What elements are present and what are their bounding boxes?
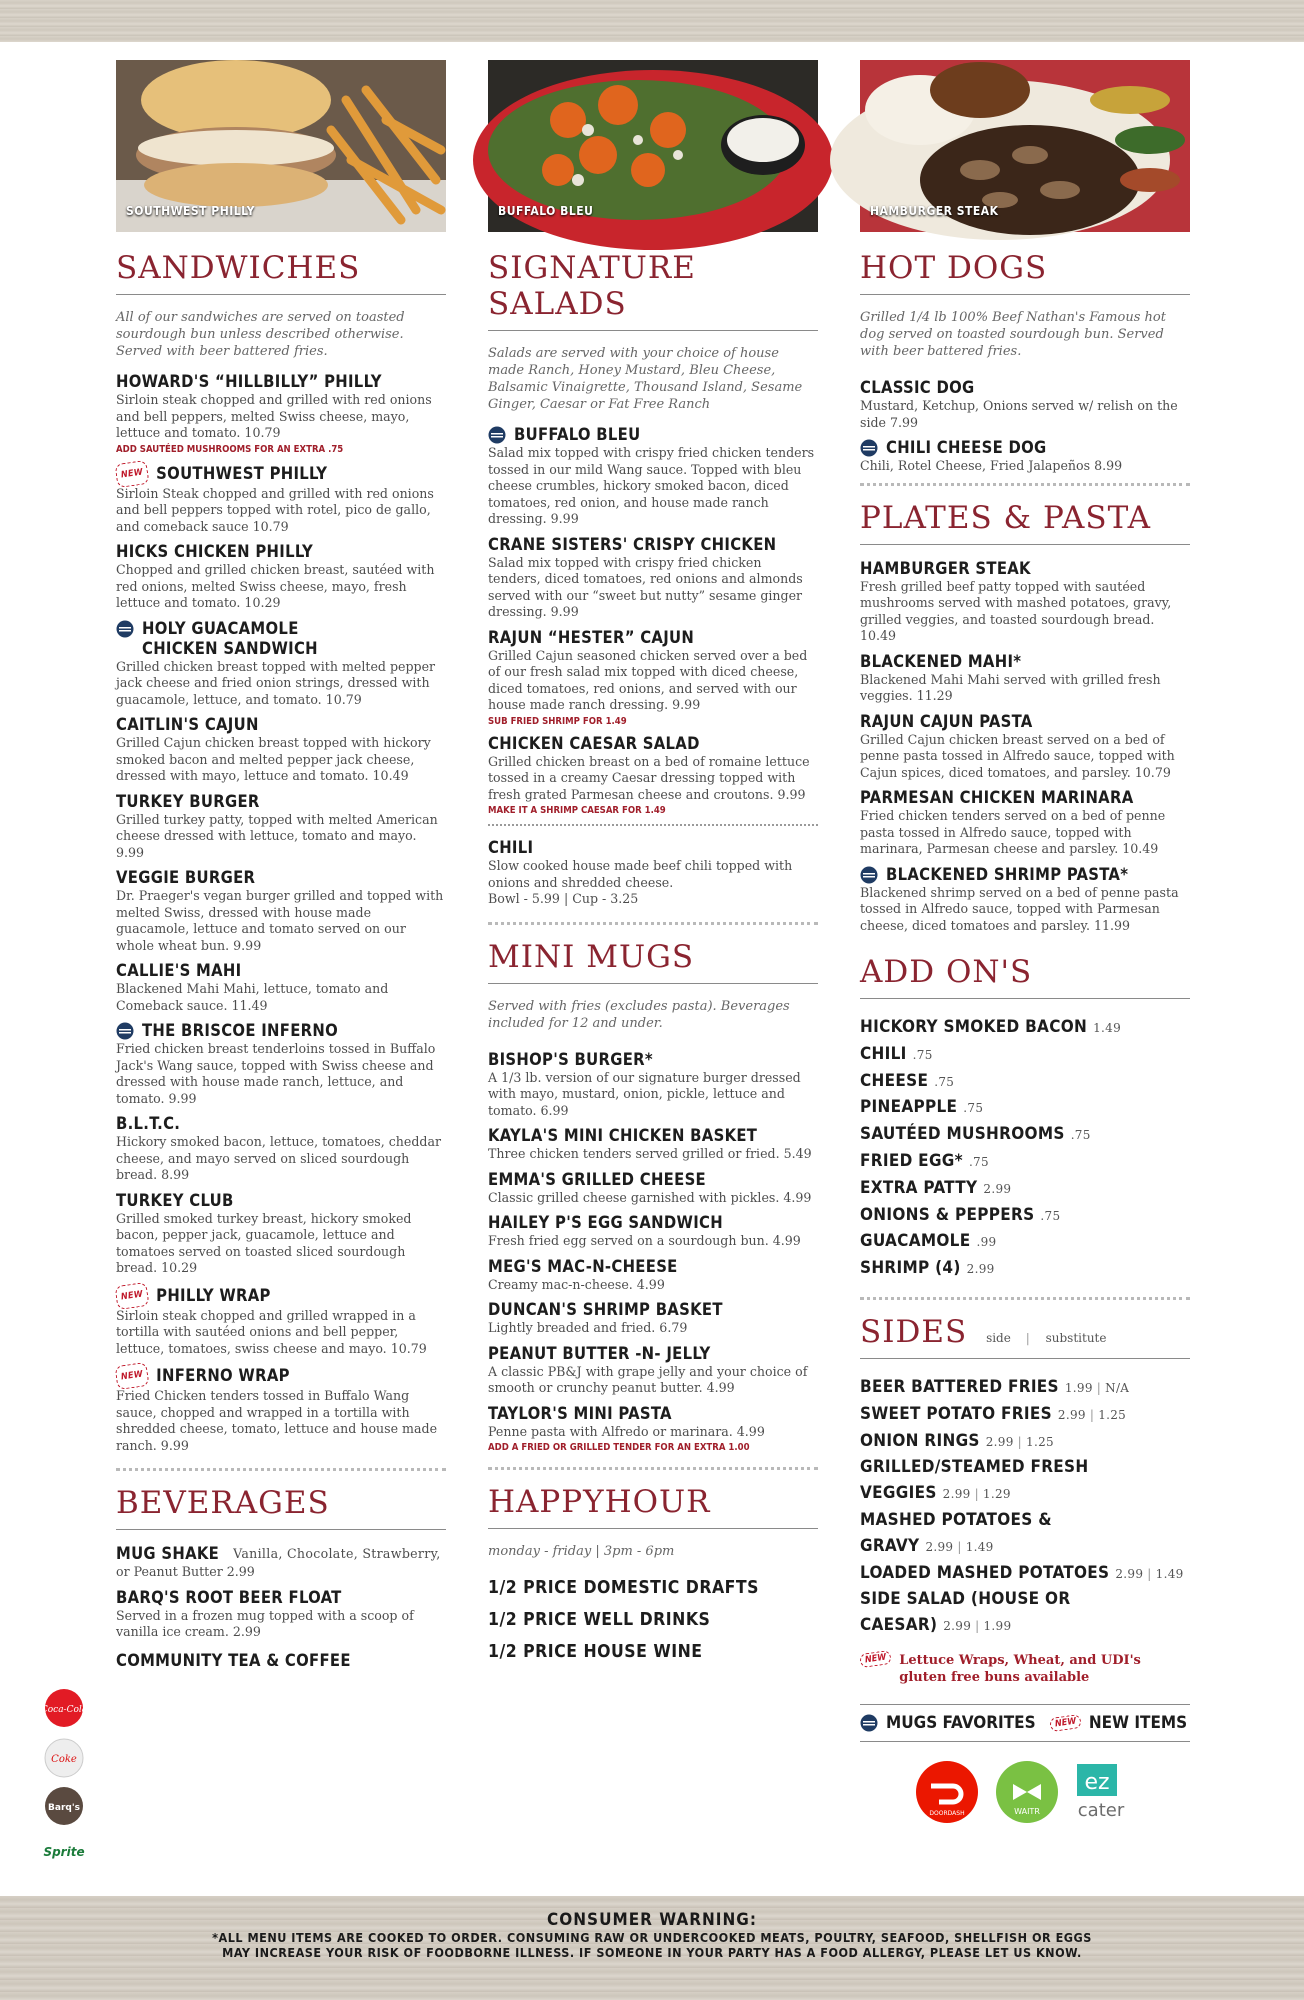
item-name: CAITLIN'S CAJUN: [116, 715, 259, 734]
hot-dogs-intro: Grilled 1/4 lb 100% Beef Nathan's Famous hot dog served on toasted sourdough bun. Served with beer battered fries.: [860, 310, 1166, 359]
item-description: Sirloin Steak chopped and grilled with red onions and bell peppers topped with rotel, pico de gallo, and comeback sauce 10.79: [116, 485, 434, 534]
item-name: INFERNO WRAP: [156, 1366, 290, 1385]
item-description: Salad mix topped with crispy fried chicken tenders tossed in our mild Wang sauce. Topped with bleu cheese crumbles, hickory smoked bacon, diced tomatoes, red onion, and house made ranch dressing. 9.99: [488, 445, 815, 526]
add-on-item: [860, 1229, 1190, 1256]
side-price: 2.99: [1057, 1407, 1086, 1422]
side-name: MASHED POTATOES & GRAVY: [860, 1509, 1052, 1556]
item-description: Three chicken tenders served grilled or fried. 5.49: [488, 1146, 812, 1161]
substitute-price: N/A: [1105, 1380, 1130, 1395]
divider: [860, 1297, 1190, 1300]
sides-list: [860, 1375, 1190, 1640]
menu-item: [116, 372, 446, 455]
menu-item: [116, 462, 446, 536]
item-name: RAJUN “HESTER” CAJUN: [488, 627, 695, 647]
menu-item: [116, 1021, 446, 1107]
item-description: Chili, Rotel Cheese, Fried Jalapeños 8.99: [860, 458, 1123, 473]
item-name: BUFFALO BLEU: [514, 425, 641, 444]
happy-hour-line: 1/2 PRICE HOUSE WINE: [488, 1642, 703, 1662]
add-on-name: SAUTÉED MUSHROOMS: [860, 1124, 1065, 1145]
item-name: CHILI CHEESE DOG: [886, 438, 1047, 457]
mug-favorite-icon: [860, 866, 878, 884]
mug-favorite-icon: [116, 620, 134, 638]
section-title-hot-dogs: HOT DOGS: [860, 250, 1190, 295]
side-item: [860, 1508, 1190, 1561]
side-price: 2.99: [943, 1619, 972, 1634]
column-left: [116, 60, 446, 1678]
menu-item: [488, 1257, 818, 1294]
menu-item: [860, 438, 1190, 475]
new-badge: NEW: [114, 1281, 149, 1309]
item-description: Lightly breaded and fried. 6.79: [488, 1320, 688, 1335]
item-name: SOUTHWEST PHILLY: [156, 463, 328, 483]
delivery-logos: [915, 1760, 1190, 1824]
waitr-logo: [995, 1760, 1059, 1824]
item-name: BARQ'S ROOT BEER FLOAT: [116, 1587, 342, 1607]
item-description: Slow cooked house made beef chili topped with onions and shredded cheese.: [488, 858, 793, 890]
price-separator: |: [1096, 1380, 1102, 1395]
substitute-price: 1.25: [1098, 1407, 1127, 1422]
item-name: HOWARD'S “HILLBILLY” PHILLY: [116, 372, 382, 391]
item-description: Grilled chicken breast topped with melted pepper jack cheese and fried onion strings, dressed with guacamole, lettuce, and tomato. 10.79: [116, 658, 436, 707]
hot-dog-list: [860, 378, 1190, 475]
menu-item: [116, 868, 446, 954]
sandwiches-intro: All of our sandwiches are served on toasted sourdough bun unless described otherwise. Served with beer battered fries.: [116, 310, 405, 359]
item-name: TURKEY BURGER: [116, 791, 260, 811]
item-name: HAMBURGER STEAK: [860, 558, 1031, 578]
warning-line: *ALL MENU ITEMS ARE COOKED TO ORDER. CONSUMING RAW OR UNDERCOOKED MEATS, POULTRY, SEAFOOD, SHELLFISH OR EGGS: [212, 1930, 1092, 1945]
sides-note: [860, 1652, 1190, 1686]
plates-list: [860, 559, 1190, 935]
sandwich-list: [116, 372, 446, 1454]
item-note: ADD A FRIED OR GRILLED TENDER FOR AN EXTRA 1.00: [488, 1442, 750, 1453]
section-title-sandwiches: SANDWICHES: [116, 250, 446, 295]
item-name: B.L.T.C.: [116, 1114, 181, 1133]
add-on-item: [860, 1203, 1190, 1230]
doordash-logo: [915, 1760, 979, 1824]
mug-favorite-icon: [860, 1714, 878, 1732]
item-description: Chopped and grilled chicken breast, sautéed with red onions, melted Swiss cheese, mayo, fresh lettuce and tomato. 10.29: [116, 562, 435, 610]
menu-item: [116, 1651, 446, 1671]
item-name: CLASSIC DOG: [860, 378, 975, 397]
side-item: [860, 1375, 1190, 1402]
add-on-item: [860, 1015, 1190, 1042]
item-description: Grilled Cajun seasoned chicken served over a bed of our fresh salad mix topped with diced cheese, diced tomatoes, red onions, and served with our house made ranch dressing. 9.99: [488, 647, 808, 712]
add-on-item: [860, 1095, 1190, 1122]
menu-item: [116, 1284, 446, 1358]
menu-item: [860, 865, 1190, 935]
menu-item: [860, 712, 1190, 782]
substitute-price: 1.99: [983, 1619, 1012, 1634]
add-on-item: [860, 1176, 1190, 1203]
item-description: Creamy mac-n-cheese. 4.99: [488, 1276, 665, 1292]
menu-item: [488, 628, 818, 727]
add-on-price: .75: [1070, 1128, 1091, 1143]
menu-item: [116, 1114, 446, 1184]
item-name: BISHOP'S BURGER*: [488, 1049, 653, 1069]
section-title-plates: PLATES & PASTA: [860, 500, 1190, 545]
substitute-price: 1.29: [982, 1487, 1011, 1502]
svg-text:cater: cater: [1077, 1799, 1125, 1821]
item-price: Bowl - 5.99 | Cup - 3.25: [488, 891, 639, 906]
menu-item: [860, 652, 1190, 705]
item-name: VEGGIE BURGER: [116, 868, 256, 887]
item-description: or Peanut Butter 2.99: [116, 1564, 255, 1579]
substitute-price: 1.49: [965, 1539, 994, 1554]
menu-item: [488, 1404, 818, 1454]
menu-item: [116, 1544, 446, 1581]
add-on-item: [860, 1069, 1190, 1096]
add-on-list: [860, 1015, 1190, 1283]
price-separator: |: [974, 1487, 979, 1502]
add-on-price: .99: [976, 1235, 997, 1250]
item-name: HAILEY P'S EGG SANDWICH: [488, 1213, 723, 1232]
side-price: 2.99: [985, 1434, 1014, 1449]
menu-item: [860, 559, 1190, 645]
menu-item: [488, 1300, 818, 1337]
add-on-price: 1.49: [1093, 1021, 1122, 1035]
item-name: HOLY GUACAMOLE: [142, 618, 299, 638]
sides-col-sep: |: [1025, 1330, 1031, 1345]
ezcater-logo: [1073, 1760, 1131, 1824]
svg-text:DOORDASH: DOORDASH: [929, 1809, 965, 1817]
add-on-price: .75: [963, 1101, 984, 1116]
side-name: LOADED MASHED POTATOES: [860, 1562, 1110, 1583]
menu-item: [488, 1050, 818, 1120]
item-description: Grilled Cajun chicken breast topped with hickory smoked bacon and melted pepper jack cheese, dressed with mayo, lettuce and tomato. 10.49: [116, 735, 431, 783]
menu-item: [488, 838, 818, 908]
photo-buffalo-bleu: [488, 60, 818, 232]
side-name: SIDE SALAD (HOUSE OR CAESAR): [860, 1589, 1071, 1636]
item-description: Sirloin steak chopped and grilled with red onions and bell peppers, melted Swiss cheese, mayo, lettuce and tomato. 10.79: [116, 392, 432, 440]
side-price: 2.99: [925, 1539, 954, 1554]
menu-item: [488, 1170, 818, 1207]
divider: [488, 922, 818, 925]
item-name-line2: CHICKEN SANDWICH: [142, 638, 318, 658]
item-inline-desc: Vanilla, Chocolate, Strawberry,: [233, 1546, 441, 1561]
legend-mugs-label: MUGS FAVORITES: [886, 1712, 1036, 1733]
menu-item: [116, 542, 446, 612]
item-name: TURKEY CLUB: [116, 1190, 234, 1210]
section-title-add-ons: ADD ON'S: [860, 954, 1190, 999]
item-name: DUNCAN'S SHRIMP BASKET: [488, 1300, 723, 1319]
svg-text:Coca-Cola: Coca-Cola: [40, 1705, 88, 1715]
item-name: CRANE SISTERS' CRISPY CHICKEN: [488, 534, 777, 554]
divider: [488, 1467, 818, 1470]
side-item: [860, 1455, 1190, 1508]
menu-item: [116, 715, 446, 785]
column-right: [860, 60, 1190, 1824]
item-description: Fresh grilled beef patty topped with sautéed mushrooms served with mashed potatoes, gravy, grilled veggies, and toasted sourdough bread. 10.49: [860, 578, 1172, 643]
add-on-price: .75: [1040, 1208, 1061, 1223]
sides-title: SIDES: [860, 1313, 968, 1350]
add-on-price: .75: [934, 1074, 955, 1089]
column-middle: [488, 60, 818, 1668]
side-item: [860, 1429, 1190, 1456]
happy-hour-line: 1/2 PRICE WELL DRINKS: [488, 1610, 711, 1630]
menu-item: [488, 1344, 818, 1397]
coca-cola-logo: [40, 1688, 88, 1728]
salads-intro: Salads are served with your choice of house made Ranch, Honey Mustard, Bleu Cheese, Balsamic Vinaigrette, Thousand Island, Sesame Ginger, Caesar or Fat Free Ranch: [488, 346, 803, 412]
add-on-price: .75: [968, 1154, 989, 1169]
add-on-price: 2.99: [983, 1181, 1012, 1196]
price-separator: |: [957, 1539, 962, 1554]
item-description: Blackened shrimp served on a bed of penne pasta tossed in Alfredo sauce, topped with Parmesan cheese, diced tomatoes and parsley. 11.99: [860, 884, 1179, 933]
item-description: A 1/3 lb. version of our signature burger dressed with mayo, mustard, onion, pickle, lettuce and tomato. 6.99: [488, 1069, 801, 1118]
side-price: 1.99: [1064, 1380, 1093, 1395]
menu-item: [116, 961, 446, 1014]
mug-favorite-icon: [860, 439, 878, 457]
add-on-name: GUACAMOLE: [860, 1231, 971, 1252]
menu-item: [860, 378, 1190, 431]
coke-logo: [44, 1738, 84, 1778]
new-badge: NEW: [114, 1362, 149, 1390]
item-name: TAYLOR'S MINI PASTA: [488, 1403, 672, 1423]
menu-item: [488, 1126, 818, 1163]
item-description: Grilled smoked turkey breast, hickory smoked bacon, pepper jack, guacamole, lettuce and tomatoes served on toasted sliced sourdough bread. 10.29: [116, 1210, 412, 1275]
side-item: [860, 1587, 1190, 1640]
add-on-name: SHRIMP (4): [860, 1258, 961, 1279]
add-on-price: 2.99: [966, 1262, 995, 1277]
sides-note-text: Lettuce Wraps, Wheat, and UDI's gluten free buns available: [899, 1652, 1141, 1685]
item-description: Dr. Praeger's vegan burger grilled and topped with melted Swiss, dressed with house made guacamole, lettuce and tomato served on our whole wheat bun. 9.99: [116, 888, 444, 953]
item-name: BLACKENED MAHI*: [860, 651, 1022, 671]
sprite-logo: [44, 1830, 84, 1870]
item-name: EMMA'S GRILLED CHEESE: [488, 1169, 707, 1189]
price-separator: |: [975, 1619, 980, 1634]
item-description: A classic PB&J with grape jelly and your choice of smooth or crunchy peanut butter. 4.99: [488, 1363, 808, 1395]
svg-text:Barq's: Barq's: [48, 1803, 80, 1813]
happy-hour-line: 1/2 PRICE DOMESTIC DRAFTS: [488, 1578, 760, 1598]
item-name: BLACKENED SHRIMP PASTA*: [886, 864, 1129, 884]
legend: [860, 1704, 1190, 1742]
divider: [860, 483, 1190, 486]
mug-favorite-icon: [116, 1022, 134, 1040]
item-name: PHILLY WRAP: [156, 1285, 271, 1305]
add-on-name: FRIED EGG*: [860, 1150, 963, 1171]
add-on-item: [860, 1122, 1190, 1149]
menu-item: [488, 535, 818, 621]
item-name: MEG'S MAC-N-CHEESE: [488, 1256, 678, 1276]
item-name: CALLIE'S MAHI: [116, 961, 242, 980]
menu-item: [116, 1364, 446, 1454]
happy-hour-schedule: monday - friday | 3pm - 6pm: [488, 1544, 675, 1559]
side-price: 2.99: [942, 1487, 971, 1502]
legend-new-label: NEW ITEMS: [1088, 1712, 1188, 1733]
menu-item: [116, 619, 446, 709]
new-badge: NEW: [114, 459, 149, 487]
side-item: [860, 1561, 1190, 1588]
item-description: Blackened Mahi Mahi, lettuce, tomato and Comeback sauce. 11.49: [116, 981, 389, 1013]
photo-southwest-philly: [116, 60, 446, 232]
item-note: MAKE IT A SHRIMP CAESAR FOR 1.49: [488, 805, 666, 816]
price-separator: |: [1147, 1566, 1152, 1581]
item-description: Fresh fried egg served on a sourdough bun. 4.99: [488, 1233, 801, 1248]
sides-col-substitute: substitute: [1045, 1330, 1107, 1345]
item-description: Blackened Mahi Mahi served with grilled fresh veggies. 11.29: [860, 671, 1161, 703]
item-name: COMMUNITY TEA & COFFEE: [116, 1650, 351, 1670]
side-item: [860, 1402, 1190, 1429]
item-name: THE BRISCOE INFERNO: [142, 1021, 339, 1040]
consumer-warning: [0, 1910, 1304, 1960]
item-description: Fried chicken breast tenderloins tossed in Buffalo Jack's Wang sauce, topped with Swiss cheese and dressed with house made ranch, lettuce, and tomato. 9.99: [116, 1041, 436, 1106]
svg-text:WAITR: WAITR: [1014, 1806, 1040, 1816]
photo-hamburger-steak: [860, 60, 1190, 232]
item-name: HICKS CHICKEN PHILLY: [116, 542, 314, 561]
substitute-price: 1.25: [1026, 1434, 1054, 1449]
menu-item: [116, 1191, 446, 1277]
item-name: KAYLA'S MINI CHICKEN BASKET: [488, 1126, 758, 1145]
sides-col-side: side: [986, 1330, 1011, 1345]
item-name: PARMESAN CHICKEN MARINARA: [860, 788, 1134, 807]
side-price: 2.99: [1115, 1566, 1144, 1581]
mug-favorite-icon: [488, 426, 506, 444]
happy-hour-list: [488, 1572, 818, 1668]
item-description: Penne pasta with Alfredo or marinara. 4.99: [488, 1423, 765, 1439]
item-description: Hickory smoked bacon, lettuce, tomatoes, cheddar cheese, and mayo served on sliced sourdough bread. 8.99: [116, 1134, 442, 1182]
item-description: Classic grilled cheese garnished with pickles. 4.99: [488, 1189, 812, 1205]
item-description: Salad mix topped with crispy fried chicken tenders, diced tomatoes, red onions and almonds served with our “sweet but nutty” sesame ginger dressing. 9.99: [488, 554, 803, 619]
mini-mugs-intro: Served with fries (excludes pasta). Beverages included for 12 and under.: [488, 998, 790, 1031]
side-name: GRILLED/STEAMED FRESH VEGGIES: [860, 1457, 1089, 1504]
mini-mug-list: [488, 1050, 818, 1454]
add-on-name: PINEAPPLE: [860, 1097, 958, 1118]
item-note: ADD SAUTÉED MUSHROOMS FOR AN EXTRA .75: [116, 443, 344, 455]
side-name: SWEET POTATO FRIES: [860, 1403, 1052, 1424]
item-note: SUB FRIED SHRIMP FOR 1.49: [488, 715, 627, 727]
section-title-sides: [860, 1314, 1190, 1359]
wood-header-strip: [0, 0, 1304, 42]
price-separator: |: [1017, 1434, 1023, 1449]
add-on-name: EXTRA PATTY: [860, 1177, 978, 1198]
add-on-name: HICKORY SMOKED BACON: [860, 1017, 1088, 1037]
photo-caption: BUFFALO BLEU: [498, 204, 594, 218]
svg-text:Sprite: Sprite: [43, 1845, 85, 1859]
item-description: Sirloin steak chopped and grilled wrapped in a tortilla with sautéed onions and bell pepper, lettuce, tomatoes, swiss cheese and mayo. 10.79: [116, 1307, 427, 1356]
svg-text:Coke: Coke: [51, 1754, 77, 1765]
menu-item: [860, 788, 1190, 858]
item-name: CHILI: [488, 838, 534, 857]
add-on-price: .75: [912, 1047, 933, 1062]
section-title-happy-hour: HAPPYHOUR: [488, 1484, 818, 1529]
add-on-name: CHILI: [860, 1043, 907, 1064]
photo-caption: HAMBURGER STEAK: [870, 204, 999, 218]
new-badge: NEW: [1049, 1714, 1082, 1732]
photo-caption: SOUTHWEST PHILLY: [126, 204, 255, 218]
menu-item: [488, 425, 818, 528]
substitute-price: 1.49: [1155, 1566, 1184, 1581]
new-badge: NEW: [859, 1650, 892, 1668]
add-on-item: [860, 1149, 1190, 1176]
item-name: CHICKEN CAESAR SALAD: [488, 733, 700, 753]
side-name: ONION RINGS: [860, 1430, 980, 1451]
menu-item: [116, 1588, 446, 1641]
divider: [116, 1468, 446, 1471]
menu-item: [116, 792, 446, 862]
add-on-name: ONIONS & PEPPERS: [860, 1204, 1035, 1225]
section-title-salads: SIGNATURE SALADS: [488, 250, 818, 331]
item-description: Grilled turkey patty, topped with melted American cheese dressed with lettuce, tomato and mayo. 9.99: [116, 811, 438, 860]
item-description: Fried Chicken tenders tossed in Buffalo Wang sauce, chopped and wrapped in a tortilla with shredded cheese, tomato, lettuce and house made ranch. 9.99: [116, 1388, 438, 1453]
warning-line: MAY INCREASE YOUR RISK OF FOODBORNE ILLNESS. IF SOMEONE IN YOUR PARTY HAS A FOOD ALLERGY, PLEASE LET US KNOW.: [222, 1945, 1082, 1960]
item-description: Grilled chicken breast on a bed of romaine lettuce tossed in a creamy Caesar dressing topped with fresh grated Parmesan cheese and croutons. 9.99: [488, 753, 810, 802]
price-separator: |: [1089, 1407, 1095, 1422]
side-name: BEER BATTERED FRIES: [860, 1376, 1059, 1397]
salad-list: [488, 425, 818, 816]
warning-title: CONSUMER WARNING:: [547, 1910, 757, 1930]
item-description: Mustard, Ketchup, Onions served w/ relish on the side 7.99: [860, 398, 1178, 430]
item-name: MUG SHAKE: [116, 1544, 220, 1563]
svg-text:ez: ez: [1084, 1769, 1110, 1795]
add-on-name: CHEESE: [860, 1070, 929, 1091]
item-description: Fried chicken tenders served on a bed of penne pasta tossed in Alfredo sauce, topped with marinara, Parmesan cheese and parsley. 10.49: [860, 808, 1166, 856]
divider: [488, 824, 818, 826]
item-description: Grilled Cajun chicken breast served on a bed of penne pasta tossed in Alfredo sauce, topped with Cajun spices, diced tomatoes, and parsley. 10.79: [860, 731, 1175, 780]
item-name: PEANUT BUTTER -N- JELLY: [488, 1343, 711, 1363]
menu-item: [488, 1213, 818, 1250]
add-on-item: [860, 1256, 1190, 1283]
add-on-item: [860, 1042, 1190, 1069]
barqs-logo: [44, 1786, 84, 1826]
item-name: RAJUN CAJUN PASTA: [860, 711, 1033, 731]
beverage-list: [116, 1544, 446, 1671]
menu-item: [488, 734, 818, 817]
item-description: Served in a frozen mug topped with a scoop of vanilla ice cream. 2.99: [116, 1607, 414, 1639]
section-title-mini-mugs: MINI MUGS: [488, 939, 818, 984]
section-title-beverages: BEVERAGES: [116, 1485, 446, 1530]
